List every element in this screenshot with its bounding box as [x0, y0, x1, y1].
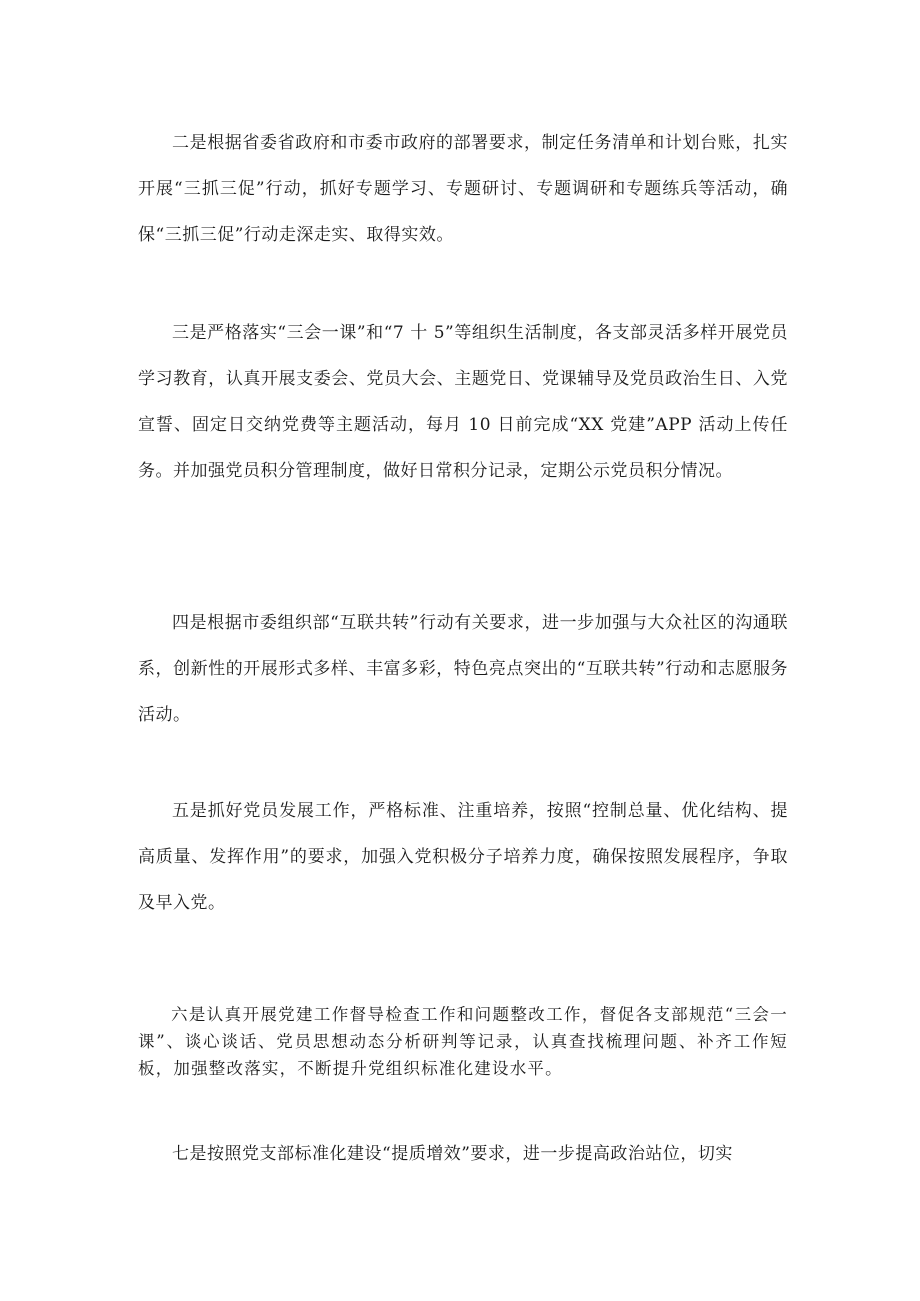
- paragraph-3: 三是严格落实“三会一课”和“7 十 5”等组织生活制度，各支部灵活多样开展党员学习教育，认真开展支委会、党员大会、主题党日、党课辅导及党员政治生日、入党宣誓、固定日交纳党费等主题活动，每月 10 日前完成“XX 党建”APP 活动上传任务。并加强党员积分管理制度，做好日常积分记录，定期公示党员积分情况。: [138, 323, 788, 481]
- paragraph-2: 二是根据省委省政府和市委市政府的部署要求，制定任务清单和计划台账，扎实开展“三抓三促”行动，抓好专题学习、专题研讨、专题调研和专题练兵等活动，确保“三抓三促”行动走深走实、取得实效。: [138, 133, 788, 245]
- paragraph-7: 七是按照党支部标准化建设“提质增效”要求，进一步提高政治站位，切实: [172, 1144, 733, 1164]
- paragraph-4: 四是根据市委组织部“互联共转”行动有关要求，进一步加强与大众社区的沟通联系，创新性的开展形式多样、丰富多彩，特色亮点突出的“互联共转”行动和志愿服务活动。: [138, 613, 788, 725]
- paragraph-5: 五是抓好党员发展工作，严格标准、注重培养，按照“控制总量、优化结构、提高质量、发挥作用”的要求，加强入党积极分子培养力度，确保按照发展程序，争取及早入党。: [138, 801, 788, 913]
- paragraph-6: 六是认真开展党建工作督导检查工作和问题整改工作，督促各支部规范“三会一课”、谈心谈话、党员思想动态分析研判等记录，认真查找梳理问题、补齐工作短板，加强整改落实，不断提升党组织标准化建设水平。: [138, 1005, 788, 1078]
